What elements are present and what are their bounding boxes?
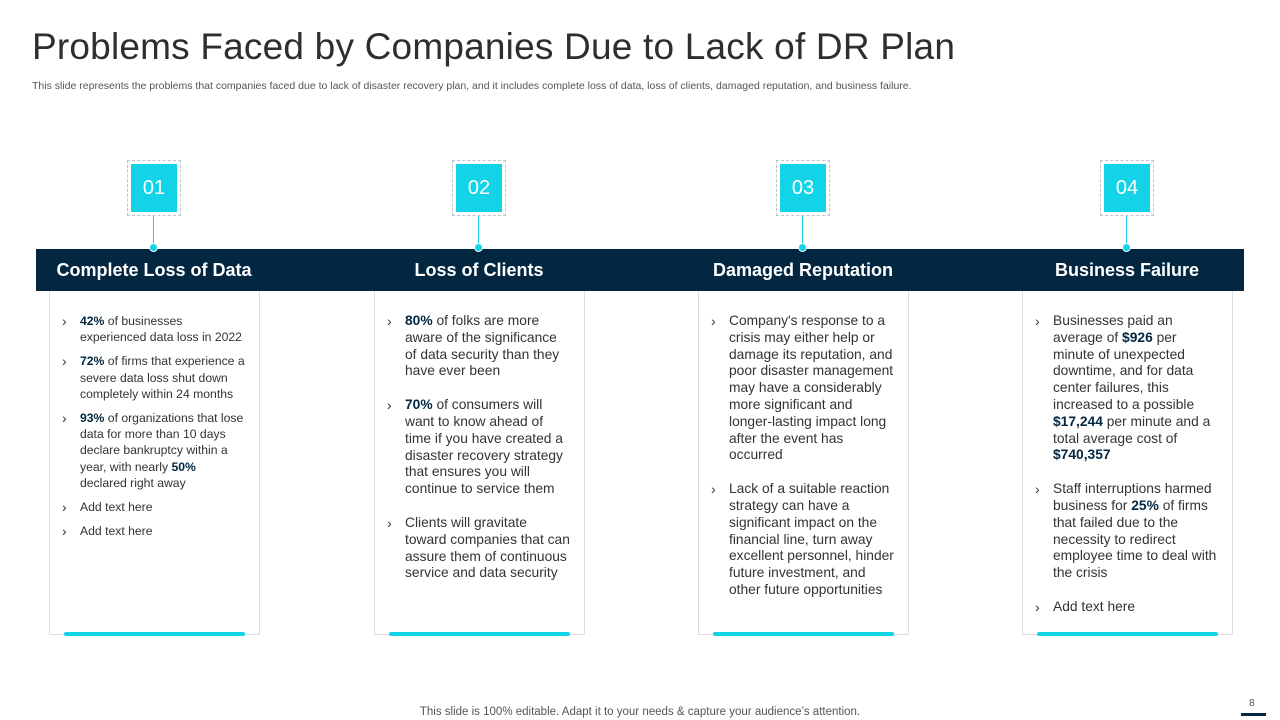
list-item: › 72% of firms that experience a severe data loss shut down completely within 24 months xyxy=(62,353,245,402)
number-badge: 03 xyxy=(780,164,826,212)
connector-dot xyxy=(149,243,158,252)
number-badge: 01 xyxy=(131,164,177,212)
column-heading: Complete Loss of Data xyxy=(56,259,252,280)
bullet-list xyxy=(387,313,570,582)
list-item: › Add text here xyxy=(62,499,245,515)
slide-title: Problems Faced by Companies Due to Lack of DR Plan xyxy=(32,26,956,67)
connector-dot xyxy=(798,243,807,252)
column-heading: Loss of Clients xyxy=(414,259,544,280)
list-item: › Staff interruptions harmed business for 25% of firms that failed due to the necessity to redirect employee time to deal with the crisis xyxy=(1035,481,1218,582)
connector-line xyxy=(1126,216,1127,246)
connector-dot xyxy=(474,243,483,252)
list-item: › Businesses paid an average of $926 per minute of unexpected downtime, and for data center failures, this increased to a possible $17,244 per minute and a total average cost of $740,357 xyxy=(1035,313,1218,464)
column-complete-loss-of-data xyxy=(48,160,260,640)
footer-note: This slide is 100% editable. Adapt it to your needs & capture your audience’s attention. xyxy=(419,706,861,718)
list-item: › Company's response to a crisis may either help or damage its reputation, and poor disaster management may have a considerably more significant and longer-lasting impact long after the event has occurred xyxy=(711,313,894,464)
bullet-list xyxy=(1035,313,1218,616)
slide-subtitle: This slide represents the problems that companies faced due to lack of disaster recovery plan, and it includes complete loss of data, loss of clients, damaged reputation, and business failure. xyxy=(32,80,912,92)
page-number-underline xyxy=(1241,713,1266,716)
page-number: 8 xyxy=(1249,698,1255,709)
card-accent-line xyxy=(64,632,245,636)
list-item: › 42% of businesses experienced data loss in 2022 xyxy=(62,313,245,345)
connector-dot xyxy=(1122,243,1131,252)
list-item: › Add text here xyxy=(62,523,245,539)
list-item: › Lack of a suitable reaction strategy can have a significant impact on the financial line, turn away excellent personnel, hinder future investment, and other future opportunities xyxy=(711,481,894,599)
column-damaged-reputation xyxy=(697,160,909,640)
number-badge: 04 xyxy=(1104,164,1150,212)
list-item: › Clients will gravitate toward companies that can assure them of continuous service and data security xyxy=(387,515,570,582)
column-heading: Business Failure xyxy=(1054,259,1200,280)
card-accent-line xyxy=(389,632,570,636)
list-item: › 93% of organizations that lose data for more than 10 days declare bankruptcy within a year, with nearly 50% declared right away xyxy=(62,410,245,491)
connector-line xyxy=(153,216,154,246)
connector-line xyxy=(802,216,803,246)
column-business-failure xyxy=(1021,160,1233,640)
bullet-list xyxy=(711,313,894,599)
bullet-list xyxy=(62,313,245,539)
connector-line xyxy=(478,216,479,246)
content-card xyxy=(49,291,260,635)
number-badge: 02 xyxy=(456,164,502,212)
content-card xyxy=(698,291,909,635)
list-item: › 80% of folks are more aware of the significance of data security than they have ever been xyxy=(387,313,570,380)
column-heading: Damaged Reputation xyxy=(712,259,894,280)
card-accent-line xyxy=(1037,632,1218,636)
content-card xyxy=(1022,291,1233,635)
number-frame xyxy=(776,160,830,216)
list-item: › 70% of consumers will want to know ahead of time if you have created a disaster recovery strategy that ensures you will continue to service them xyxy=(387,397,570,498)
number-frame xyxy=(127,160,181,216)
content-card xyxy=(374,291,585,635)
number-frame xyxy=(452,160,506,216)
list-item: › Add text here xyxy=(1035,599,1218,616)
card-accent-line xyxy=(713,632,894,636)
number-frame xyxy=(1100,160,1154,216)
column-loss-of-clients xyxy=(373,160,585,640)
